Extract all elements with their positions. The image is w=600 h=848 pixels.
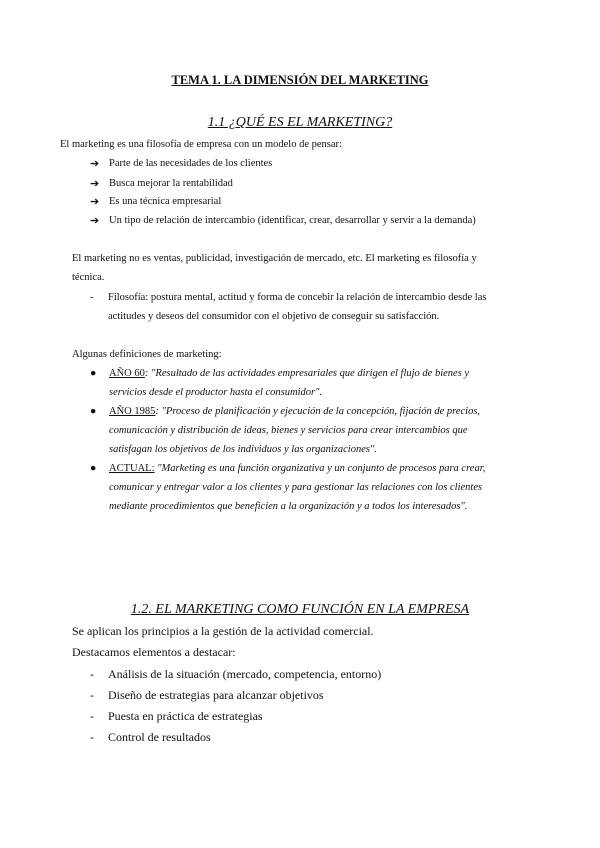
dash-marker: - xyxy=(90,709,94,723)
bullet-icon: ● xyxy=(90,368,97,379)
dash-marker: - xyxy=(90,688,94,702)
section-2-heading: 1.2. EL MARKETING COMO FUNCIÓN EN LA EMPRESA xyxy=(130,602,470,617)
arrow-right-icon: ➔ xyxy=(90,215,100,227)
bullet-icon: ● xyxy=(90,463,97,474)
dash-marker: - xyxy=(90,292,94,303)
paragraph-line: técnica. xyxy=(72,272,105,283)
section-2-line: Se aplican los principios a la gestión de la actividad comercial. xyxy=(72,624,374,638)
dash-marker: - xyxy=(90,667,94,681)
list-item-text: Diseño de estrategias para alcanzar objetivos xyxy=(108,688,324,702)
arrow-right-icon: ➔ xyxy=(90,158,100,170)
list-item-text: Control de resultados xyxy=(108,730,211,744)
definition-text: : "Proceso de planificación y ejecución de la concepción, fijación de precios, xyxy=(155,406,481,417)
definition-label: ACTUAL: xyxy=(109,463,155,474)
list-item-text: Parte de las necesidades de los clientes xyxy=(109,158,273,169)
definition-text: servicios desde el productor hasta el consumidor". xyxy=(109,387,323,398)
definition-text: "Marketing es una función organizativa y un conjunto de procesos para crear, xyxy=(154,463,486,474)
definition-text: comunicar y entregar valor a los clientes y para gestionar las relaciones con los clientes xyxy=(109,482,483,493)
section-1-heading: 1.1 ¿QUÉ ES EL MARKETING? xyxy=(207,115,393,130)
section-2-line: Destacamos elementos a destacar: xyxy=(72,645,236,659)
definition-text: mediante procedimientos que beneficien a la organización y a todos los interesados". xyxy=(109,501,468,512)
arrow-right-icon: ➔ xyxy=(90,178,100,190)
list-item-text: Puesta en práctica de estrategias xyxy=(108,709,263,723)
list-item-text: Un tipo de relación de intercambio (identificar, crear, desarrollar y servir a la demanda) xyxy=(109,215,476,226)
definitions-intro: Algunas definiciones de marketing: xyxy=(72,349,222,360)
list-item-text: Análisis de la situación (mercado, competencia, entorno) xyxy=(108,667,382,681)
bullet-icon: ● xyxy=(90,406,97,417)
definition-label: AÑO 1985 xyxy=(109,406,156,417)
list-item-text: actitudes y deseos del consumidor con el objetivo de conseguir su satisfacción. xyxy=(108,311,440,322)
section-1-intro: El marketing es una filosofía de empresa con un modelo de pensar: xyxy=(60,139,342,150)
definition-text: satisfagan los objetivos de los individuos y las organizaciones". xyxy=(109,444,377,455)
page-title: TEMA 1. LA DIMENSIÓN DEL MARKETING xyxy=(171,73,429,87)
definition-text: comunicación y distribución de ideas, bienes y servicios para crear intercambios que xyxy=(109,425,468,436)
paragraph-line: El marketing no es ventas, publicidad, investigación de mercado, etc. El marketing es filosofía y xyxy=(72,253,477,264)
definition-label: AÑO 60 xyxy=(109,368,145,379)
list-item-text: Es una técnica empresarial xyxy=(109,196,222,207)
list-item-text: Filosofía: postura mental, actitud y forma de concebir la relación de intercambio desde las xyxy=(108,292,487,303)
definition-text: : "Resultado de las actividades empresariales que dirigen el flujo de bienes y xyxy=(144,368,470,379)
dash-marker: - xyxy=(90,730,94,744)
list-item-text: Busca mejorar la rentabilidad xyxy=(109,178,233,189)
arrow-right-icon: ➔ xyxy=(90,196,100,208)
